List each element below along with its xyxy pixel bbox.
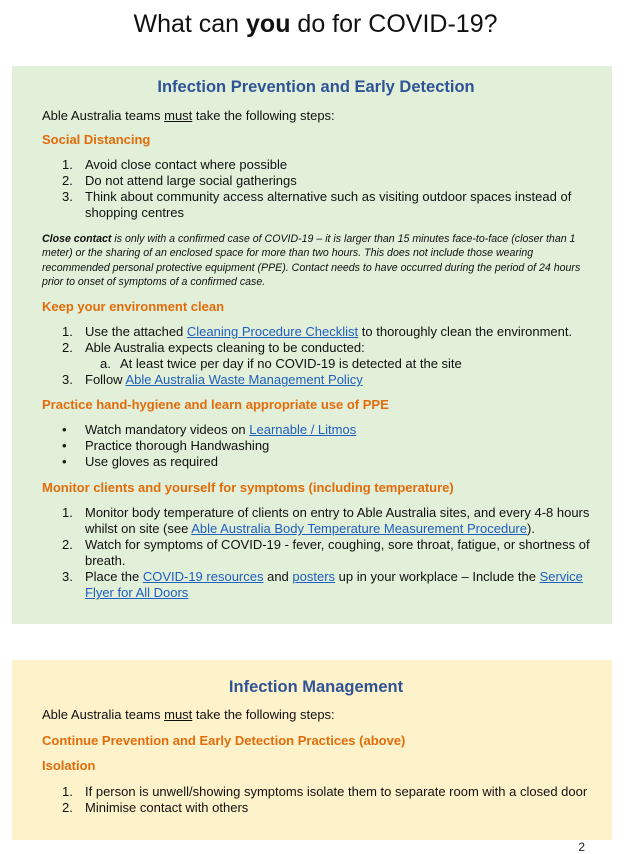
prevention-panel — [12, 66, 612, 624]
list-marker: a. — [100, 356, 111, 372]
temperature-procedure-link[interactable]: Able Australia Body Temperature Measurement Procedure — [191, 521, 527, 537]
list-item-text: ). — [527, 521, 535, 537]
isolation-heading: Isolation — [42, 758, 96, 773]
list-item-text: At least twice per day if no COVID-19 is detected at the site — [120, 356, 462, 372]
monitor-list — [42, 505, 590, 601]
list-marker: 2. — [62, 340, 73, 356]
list-item-text: Minimise contact with others — [85, 800, 249, 815]
list-item-text: If person is unwell/showing symptoms isolate them to separate room with a closed door — [85, 784, 588, 799]
title-pre: What can — [133, 10, 247, 38]
list-item — [42, 569, 590, 601]
list-item — [42, 537, 590, 569]
waste-policy-link[interactable]: Able Australia Waste Management Policy — [125, 372, 363, 388]
bullet: • — [62, 438, 67, 454]
list-marker: 2. — [62, 800, 73, 815]
bullet: • — [62, 422, 67, 438]
list-marker: 1. — [62, 505, 73, 521]
list-item-text: Practice thorough Handwashing — [85, 438, 270, 454]
environment-list — [42, 324, 590, 388]
hygiene-list — [42, 422, 590, 470]
title-post: do for COVID-19? — [290, 10, 498, 38]
list-item-text: Place the — [85, 569, 143, 585]
management-title: Infection Management — [228, 678, 404, 696]
intro-must: must — [164, 108, 193, 123]
environment-heading: Keep your environment clean — [42, 299, 225, 315]
list-item-text: Watch mandatory videos on — [85, 422, 250, 438]
intro-text: Able Australia teams — [42, 108, 165, 123]
list-marker: 3. — [62, 569, 73, 585]
page-number: 2 — [578, 840, 585, 854]
continue-practices-heading: Continue Prevention and Early Detection Practices (above) — [42, 733, 406, 748]
list-marker: 3. — [62, 372, 73, 388]
list-item-text: Avoid close contact where possible — [85, 157, 288, 172]
list-marker: 2. — [62, 537, 73, 553]
list-item-text: Able Australia expects cleaning to be conducted: — [85, 340, 365, 356]
close-contact-definition: is only with a confirmed case of COVID-19 – it is larger than 15 minutes face-to-face (closer than 1 meter) or the sharing of an enclosed space for more than two hours. This does not include those wearing recommended personal protective equipment (PPE). Contact needs to have occurred during the period of 24 hours prior to onset of symptoms of a confirmed case. — [42, 233, 581, 288]
intro-text-end: take the following steps: — [192, 707, 335, 722]
management-panel — [12, 660, 612, 840]
list-marker: 3. — [62, 189, 73, 204]
list-item-text: and — [263, 569, 293, 585]
sub-list-item — [42, 356, 590, 372]
list-marker: 2. — [62, 173, 73, 188]
list-item — [42, 438, 590, 454]
intro-text: Able Australia teams — [42, 707, 165, 722]
posters-link[interactable]: posters — [292, 569, 336, 585]
close-contact-note — [42, 232, 590, 289]
list-item-text: to thoroughly clean the environment. — [358, 324, 573, 340]
list-item — [42, 372, 590, 388]
list-item — [42, 505, 590, 537]
close-contact-term: Close contact — [42, 233, 112, 245]
social-distancing-list — [42, 157, 590, 221]
list-item-text: Follow — [85, 372, 126, 388]
list-item-text: Monitor body temperature of clients on entry to Able Australia sites, and every 4-8 hours whilst on site (see — [85, 505, 590, 537]
social-distancing-heading: Social Distancing — [42, 132, 151, 147]
list-item-text: Use the attached — [85, 324, 187, 340]
list-item — [42, 800, 590, 816]
list-item-text: Watch for symptoms of COVID-19 - fever, coughing, sore throat, fatigue, or shortness of breath. — [85, 537, 590, 569]
list-item — [42, 173, 590, 189]
list-marker: 1. — [62, 157, 73, 172]
intro-text-end: take the following steps: — [192, 108, 335, 123]
list-marker: 1. — [62, 324, 73, 340]
list-item-text: Use gloves as required — [85, 454, 218, 470]
isolation-list — [42, 784, 590, 816]
page-title — [0, 10, 631, 39]
list-item — [42, 784, 590, 800]
prevention-title: Infection Prevention and Early Detection — [157, 78, 475, 96]
title-emphasis: you — [246, 10, 291, 38]
list-marker: 1. — [62, 784, 73, 799]
list-item — [42, 422, 590, 438]
management-intro — [42, 707, 590, 722]
cleaning-checklist-link[interactable]: Cleaning Procedure Checklist — [186, 324, 359, 340]
monitor-heading: Monitor clients and yourself for symptoms (including temperature) — [42, 480, 454, 496]
service-flyer-link[interactable]: Service Flyer for All Doors — [85, 569, 583, 601]
list-item — [42, 454, 590, 470]
bullet: • — [62, 454, 67, 470]
list-item-text: Think about community access alternative such as visiting outdoor spaces instead of shopping centres — [85, 189, 572, 220]
covid-resources-link[interactable]: COVID-19 resources — [142, 569, 264, 585]
list-item-text: Do not attend large social gatherings — [85, 173, 297, 188]
learnable-link[interactable]: Learnable / Litmos — [249, 422, 357, 438]
list-item — [42, 340, 590, 356]
intro-must: must — [164, 707, 193, 722]
list-item — [42, 157, 590, 173]
list-item-text: up in your workplace – Include the — [335, 569, 540, 585]
hygiene-heading: Practice hand-hygiene and learn appropriate use of PPE — [42, 397, 389, 413]
list-item — [42, 189, 590, 221]
list-item — [42, 324, 590, 340]
prevention-intro — [42, 108, 590, 123]
